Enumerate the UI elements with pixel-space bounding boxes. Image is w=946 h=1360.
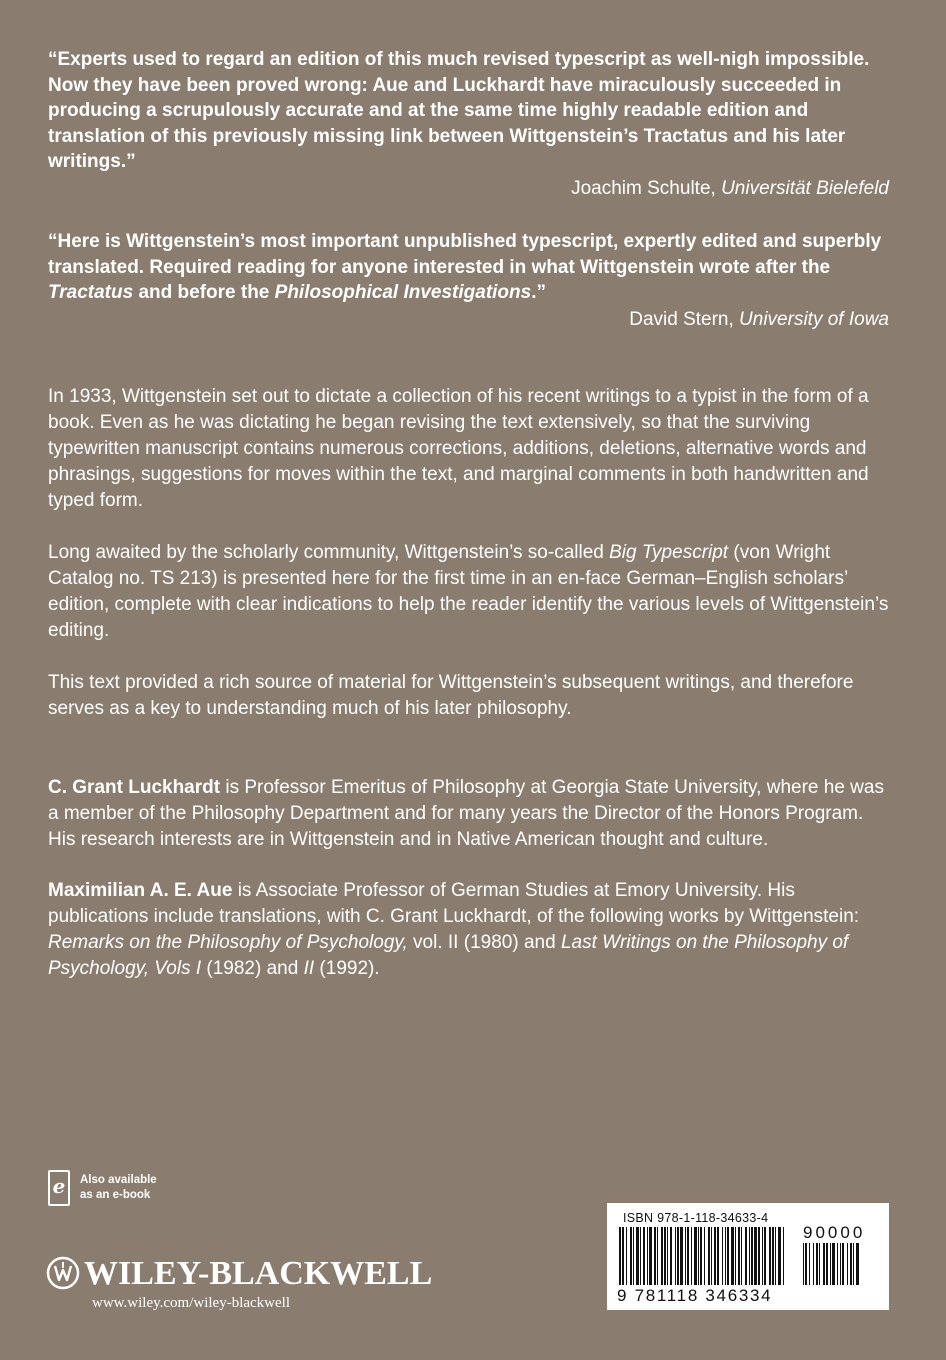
author-bio-aue bbox=[48, 878, 894, 982]
publisher-logo bbox=[46, 1254, 433, 1294]
barcode-bar bbox=[714, 1227, 716, 1285]
barcode-bar bbox=[698, 1227, 699, 1285]
author-bio-aue-work-2: Last Writings on the Philosophy of Psychology, Vols I bbox=[48, 931, 849, 979]
quote-1-affiliation: Universität Bielefeld bbox=[721, 178, 889, 199]
barcode-bar bbox=[741, 1227, 742, 1285]
ebook-icon bbox=[48, 1170, 70, 1206]
barcode-bar bbox=[675, 1227, 676, 1285]
barcode-bar bbox=[661, 1227, 663, 1285]
barcode-bar bbox=[826, 1243, 828, 1285]
barcode-bar bbox=[832, 1243, 835, 1285]
ebook-label bbox=[80, 1173, 157, 1203]
quote-2-text-end: .” bbox=[531, 282, 546, 304]
ebook-label-line-2: as an e-book bbox=[80, 1189, 151, 1201]
description-paragraph-2 bbox=[48, 540, 894, 644]
author-bio-aue-text-4: (1992). bbox=[314, 957, 380, 979]
quote-2-title-tractatus: Tractatus bbox=[48, 282, 134, 304]
barcode-bar bbox=[805, 1243, 807, 1285]
quote-2-author: David Stern, bbox=[629, 309, 734, 330]
barcode-bar bbox=[649, 1227, 652, 1285]
ebook-label-line-1: Also available bbox=[80, 1174, 157, 1186]
description-2-end: (von Wright Catalog no. TS 213) is presented here for the first time in an en-face German–English scholars’ edition, complete with clear indications to help the reader identify the various levels of Wittgenstein’s editing. bbox=[48, 542, 889, 641]
barcode-bar bbox=[619, 1227, 621, 1285]
barcode-bar bbox=[823, 1243, 825, 1285]
barcode-bar bbox=[837, 1243, 838, 1285]
barcode-bar bbox=[758, 1227, 760, 1285]
barcode-bar bbox=[694, 1227, 697, 1285]
barcode-bar bbox=[664, 1227, 666, 1285]
description-paragraph-3: This text provided a rich source of material for Wittgenstein’s subsequent writings, and therefore serves as a key to understanding much of his later philosophy. bbox=[48, 672, 854, 719]
description-2-title: Big Typescript bbox=[609, 542, 729, 563]
barcode-bar bbox=[772, 1227, 774, 1285]
barcode-bar bbox=[749, 1227, 750, 1285]
barcode-bar bbox=[654, 1227, 656, 1285]
isbn-barcode bbox=[607, 1203, 889, 1310]
barcode-bar bbox=[840, 1243, 841, 1285]
ean-barcode-bars bbox=[619, 1227, 803, 1289]
barcode-bar bbox=[643, 1227, 645, 1285]
barcode-bar bbox=[783, 1227, 784, 1285]
barcode-bar bbox=[630, 1227, 632, 1285]
author-name-luckhardt: C. Grant Luckhardt bbox=[48, 777, 221, 798]
description-paragraph-1: In 1933, Wittgenstein set out to dictate a collection of his recent writings to a typist in the form of a book. Even as he was dictating he began revising the text extensively, so that the surviving typewritten manuscript contains numerous corrections, additions, deletions, alternative words and phrasings, suggestions for moves within the text, and marginal comments in both handwritten and typed form. bbox=[48, 386, 869, 511]
barcode-bar bbox=[640, 1227, 641, 1285]
barcode-bar bbox=[657, 1227, 658, 1285]
barcode-bar bbox=[762, 1227, 763, 1285]
barcode-bar bbox=[622, 1227, 624, 1285]
author-bio-aue-text-1: is Associate Professor of German Studies at Emory University. His publications include translations, with C. Grant Luckhardt, of the following works by Wittgenstein: bbox=[48, 880, 860, 927]
barcode-bar bbox=[847, 1243, 848, 1285]
author-bio-aue-work-3: II bbox=[303, 957, 315, 979]
barcode-bar bbox=[711, 1227, 712, 1285]
barcode-bar bbox=[803, 1243, 804, 1285]
isbn-label: ISBN 978-1-118-34633-4 bbox=[623, 1211, 769, 1225]
barcode-bar bbox=[670, 1227, 672, 1285]
barcode-bar bbox=[856, 1243, 859, 1285]
barcode-bar bbox=[745, 1227, 747, 1285]
barcode-bar bbox=[853, 1243, 854, 1285]
barcode-bar bbox=[685, 1227, 686, 1285]
barcode-bar bbox=[778, 1227, 781, 1285]
barcode-bar bbox=[626, 1227, 627, 1285]
description-2-start: Long awaited by the scholarly community, Wittgenstein’s so-called bbox=[48, 542, 610, 563]
barcode-bar bbox=[680, 1227, 683, 1285]
barcode-bar bbox=[850, 1243, 852, 1285]
quote-2-affiliation: University of Iowa bbox=[739, 309, 889, 330]
barcode-bar bbox=[633, 1227, 634, 1285]
ebook-icon-letter: e bbox=[52, 1174, 66, 1198]
barcode-bar bbox=[813, 1243, 814, 1285]
author-name-aue: Maximilian A. E. Aue bbox=[48, 880, 233, 901]
quote-1-text: “Experts used to regard an edition of this much revised typescript as well-nigh impossible. Now they have been proved wrong: Aue and Luckhardt have miraculously succeeded in producing a scrupulously accurate and at the same time highly readable edition and translation of this previously missing link between Wittgenstein’s Tractatus and his later writings.” bbox=[48, 49, 870, 173]
author-bio-luckhardt-text: is Professor Emeritus of Philosophy at Georgia State University, where he was a member of the Philosophy Department and for many years the Director of the Honors Program. His research interests are in Wittgenstein and in Native American thought and culture. bbox=[48, 777, 884, 850]
endorsement-attribution-1 bbox=[289, 176, 889, 202]
author-bio-aue-text-2: vol. II (1980) and bbox=[407, 931, 561, 953]
barcode-bar bbox=[667, 1227, 668, 1285]
barcode-bar bbox=[725, 1227, 726, 1285]
barcode-bar bbox=[819, 1243, 820, 1285]
publisher-name: WILEY-BLACKWELL bbox=[84, 1255, 433, 1292]
barcode-bar bbox=[754, 1227, 757, 1285]
barcode-bar bbox=[738, 1227, 740, 1285]
barcode-bar bbox=[691, 1227, 692, 1285]
endorsement-quote-1 bbox=[48, 47, 890, 175]
author-bio-aue-text-3: (1982) and bbox=[201, 957, 304, 979]
addon-barcode-bars bbox=[803, 1243, 877, 1289]
author-bio-aue-work-1: Remarks on the Philosophy of Psychology, bbox=[48, 931, 408, 953]
barcode-bar bbox=[722, 1227, 723, 1285]
quote-2-text-start: “Here is Wittgenstein’s most important unpublished typescript, expertly edited and superbly translated. Required reading for anyone interested in what Wittgenstein wrote after the bbox=[48, 231, 882, 278]
endorsement-attribution-2 bbox=[289, 307, 889, 333]
barcode-bar bbox=[769, 1227, 771, 1285]
barcode-addon-digits: 90000 bbox=[803, 1223, 866, 1242]
ebook-badge bbox=[48, 1170, 208, 1210]
quote-2-text-middle: and before the bbox=[133, 282, 275, 304]
barcode-bar bbox=[677, 1227, 679, 1285]
barcode-bar bbox=[647, 1227, 648, 1285]
author-bio-luckhardt bbox=[48, 775, 894, 853]
barcode-bar bbox=[708, 1227, 710, 1285]
endorsement-quote-2 bbox=[48, 229, 890, 306]
barcode-bar bbox=[830, 1243, 831, 1285]
publisher-url: www.wiley.com/wiley-blackwell bbox=[92, 1295, 290, 1311]
barcode-bar bbox=[764, 1227, 766, 1285]
barcode-bar bbox=[717, 1227, 719, 1285]
barcode-bar bbox=[816, 1243, 818, 1285]
barcode-ean-digits: 9 781118 346334 bbox=[617, 1286, 773, 1305]
barcode-bar bbox=[704, 1227, 705, 1285]
barcode-bar bbox=[636, 1227, 639, 1285]
barcode-bar bbox=[775, 1227, 776, 1285]
barcode-bar bbox=[731, 1227, 734, 1285]
barcode-bar bbox=[735, 1227, 736, 1285]
barcode-bar bbox=[700, 1227, 702, 1285]
quote-2-title-investigations: Philosophical Investigations bbox=[274, 282, 532, 304]
wiley-emblem-icon bbox=[46, 1256, 80, 1290]
barcode-bar bbox=[809, 1243, 810, 1285]
quote-1-author: Joachim Schulte, bbox=[571, 178, 716, 199]
barcode-bar bbox=[687, 1227, 689, 1285]
barcode-bar bbox=[751, 1227, 753, 1285]
barcode-bar bbox=[727, 1227, 729, 1285]
barcode-bar bbox=[842, 1243, 844, 1285]
